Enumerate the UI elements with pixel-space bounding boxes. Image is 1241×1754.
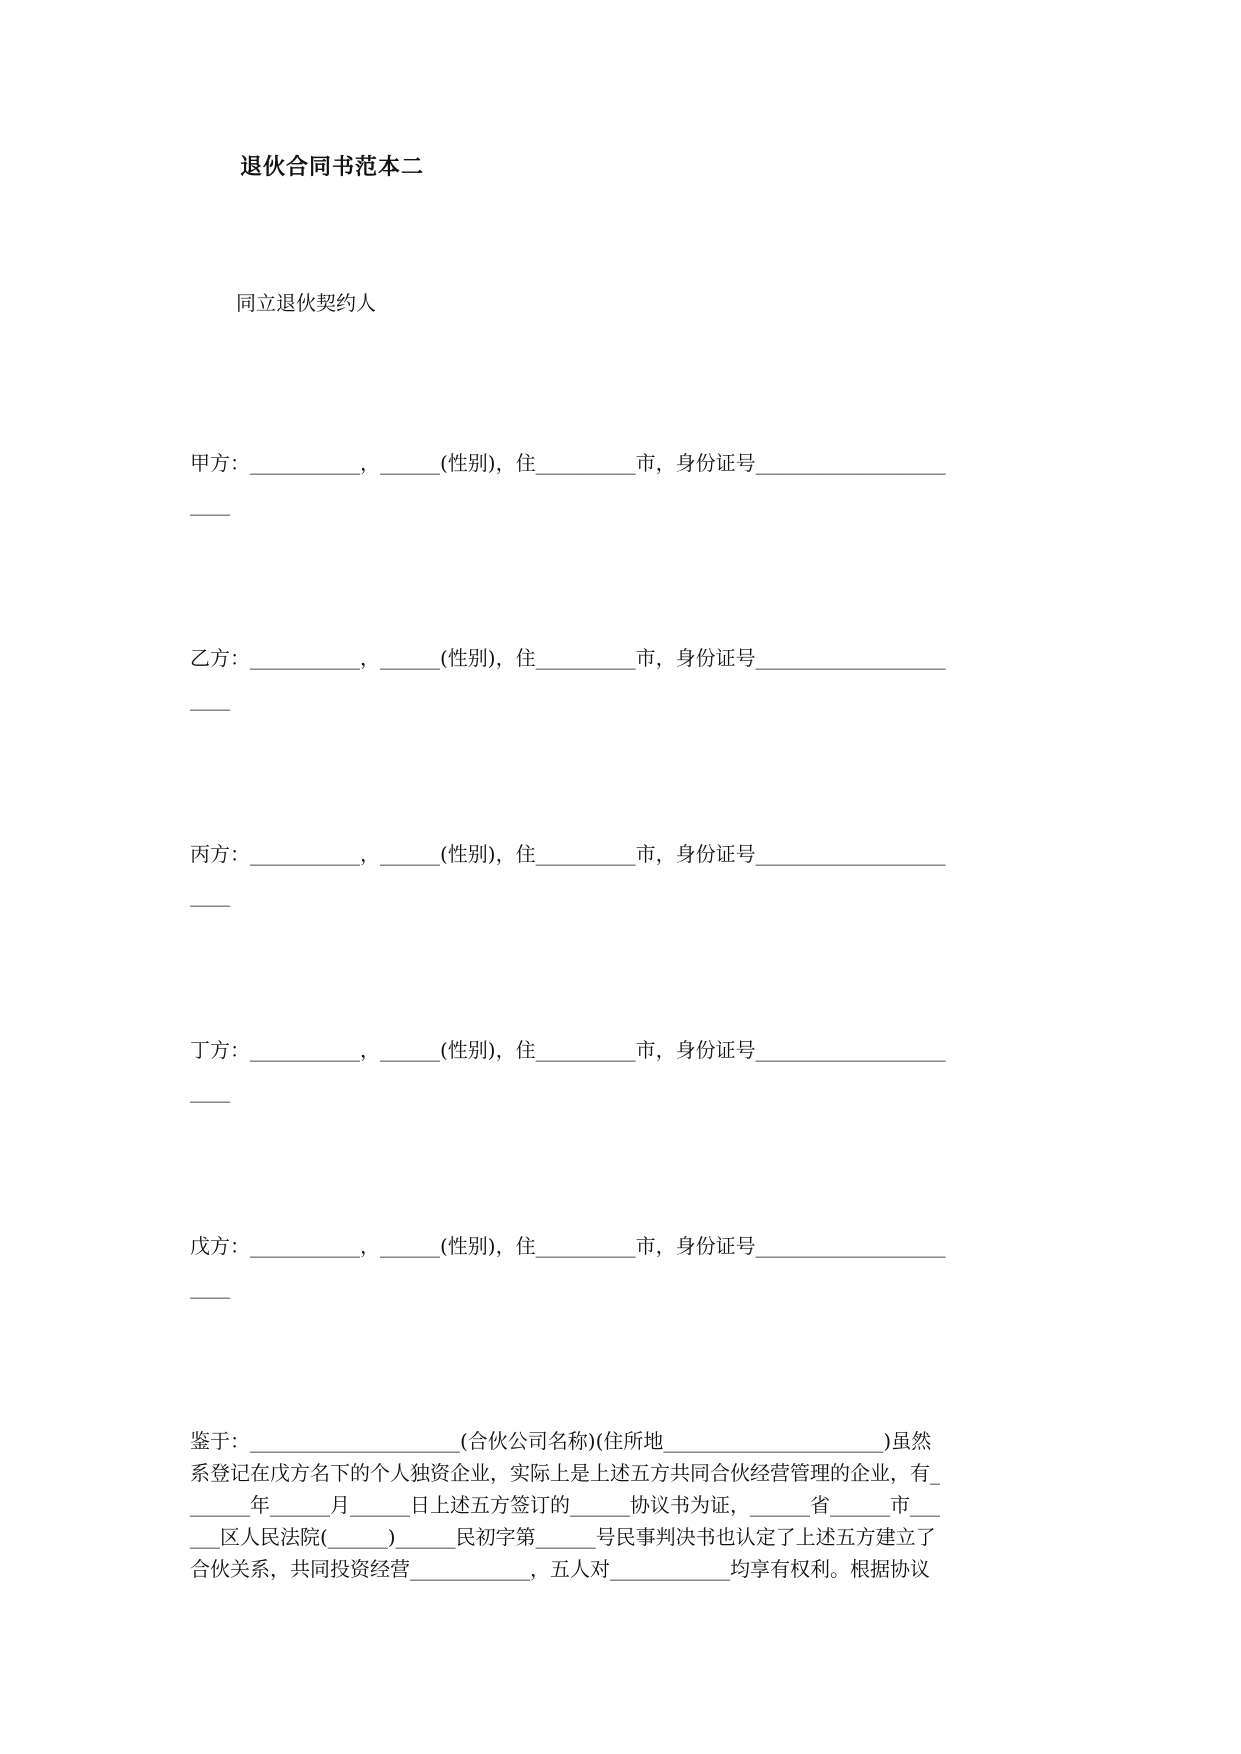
party-line-continuation: ____ <box>190 1275 230 1299</box>
party-wu <box>190 1226 1050 1308</box>
paragraph-line: 合伙关系，共同投资经营____________，五人对____________均享有权利。根据协议 <box>190 1557 930 1581</box>
party-line-continuation: ____ <box>190 687 230 711</box>
intro-line: 同立退伙契约人 <box>236 291 376 315</box>
paragraph-line: 鉴于：_____________________(合伙公司名称)(住所地______________________)虽然 <box>190 1429 932 1453</box>
paragraph-line: ___区人民法院(______)______民初字第______号民事判决书也认定了上述五方建立了 <box>190 1525 936 1549</box>
whereas-paragraph <box>190 1425 1050 1585</box>
party-yi <box>190 638 1050 720</box>
paragraph-line: ______年______月______日上述五方签订的______协议书为证，______省______市___ <box>190 1493 940 1517</box>
party-line: 甲方：___________，______(性别)，住__________市，身份证号___________________ <box>190 451 946 475</box>
party-jia <box>190 443 1050 525</box>
party-line-continuation: ____ <box>190 1079 230 1103</box>
party-ding <box>190 1030 1050 1112</box>
document-title: 退伙合同书范本二 <box>240 154 425 180</box>
party-line: 乙方：___________，______(性别)，住__________市，身份证号___________________ <box>190 646 946 670</box>
party-line: 戊方：___________，______(性别)，住__________市，身份证号___________________ <box>190 1234 946 1258</box>
paragraph-line: 系登记在戊方名下的个人独资企业，实际上是上述五方共同合伙经营管理的企业，有_ <box>190 1461 940 1485</box>
party-line: 丙方：___________，______(性别)，住__________市，身份证号___________________ <box>190 842 946 866</box>
party-line: 丁方：___________，______(性别)，住__________市，身份证号___________________ <box>190 1038 946 1062</box>
party-line-continuation: ____ <box>190 883 230 907</box>
party-bing <box>190 834 1050 916</box>
party-line-continuation: ____ <box>190 492 230 516</box>
